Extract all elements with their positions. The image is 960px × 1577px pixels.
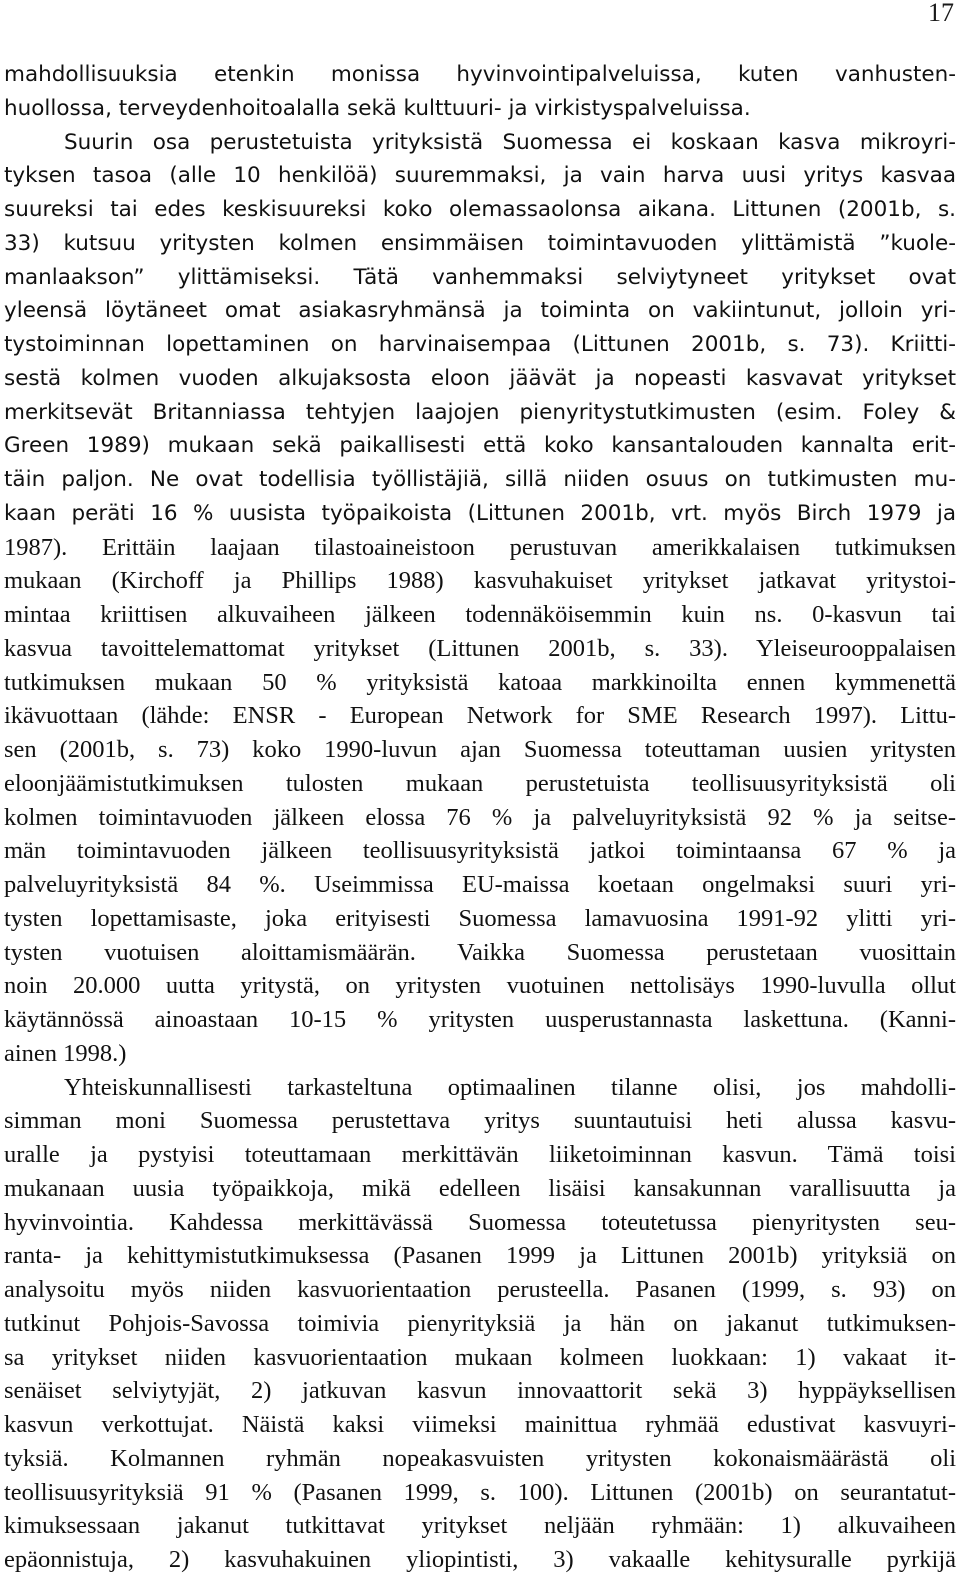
text-line: manlaakson” ylittämiseksi. Tätä vanhemmaksi selviytyneet yritykset ovat — [4, 264, 956, 290]
text-line: mintaa kriittisen alkuvaiheen jälkeen todennäköisemmin kuin ns. 0-kasvun tai — [4, 601, 956, 628]
text-line: sen (2001b, s. 73) koko 1990-luvun ajan Suomessa toteuttaman uusien yritysten — [4, 736, 956, 763]
text-line: kimuksessaan jakanut tutkittavat yritykset neljään ryhmään: 1) alkuvaiheen — [4, 1512, 956, 1540]
text-line: eloonjäämistutkimuksen tulosten mukaan perustetuista teollisuusyrityksistä oli — [4, 769, 956, 797]
text-line: simman moni Suomessa perustettava yritys suuntautuisi heti alussa kasvu- — [4, 1107, 956, 1135]
text-line: 33) kutsuu yritysten kolmen ensimmäisen toimintavuoden ylittämistä ”kuole- — [4, 230, 956, 256]
text-line: ikävuottaan (lähde: ENSR - European Network for SME Research 1997). Littu- — [4, 702, 956, 730]
text-line: noin 20.000 uutta yritystä, on yritysten vuotuinen nettolisäys 1990-luvulla ollut — [4, 972, 956, 1000]
text-line: hyvinvointia. Kahdessa merkittävässä Suomessa toteutetussa pienyritysten seu- — [4, 1208, 956, 1236]
text-line: kaan peräti 16 % uusista työpaikoista (Littunen 2001b, vrt. myös Birch 1979 ja — [4, 500, 956, 526]
text-line: tutkinut Pohjois-Savossa toimivia pienyrityksiä ja hän on jakanut tutkimuksen- — [4, 1309, 956, 1337]
text-line: mahdollisuuksia etenkin monissa hyvinvointipalveluissa, kuten vanhusten- — [4, 62, 956, 87]
body-text — [4, 58, 956, 1577]
text-line: kasvun verkottujat. Näistä kaksi viimeksi mainittua ryhmää edustivat kasvuyri- — [4, 1411, 956, 1438]
text-line: män toimintavuoden jälkeen teollisuusyrityksistä jatkoi toimintaansa 67 % ja — [4, 837, 956, 865]
text-line: merkitsevät Britanniassa tehtyjen laajojen pienyritystutkimusten (esim. Foley & — [4, 399, 956, 425]
text-line: suureksi tai edes keskisuureksi koko olemassaolonsa aikana. Littunen (2001b, s. — [4, 197, 956, 222]
text-line: mukanaan uusia työpaikkoja, mikä edelleen lisäisi kansakunnan varallisuutta ja — [4, 1174, 956, 1202]
text-line: palveluyrityksistä 84 %. Useimmissa EU-maissa koetaan ongelmaksi suuri yri- — [4, 871, 956, 898]
text-line: analysoitu myös niiden kasvuorientaation perusteella. Pasanen (1999, s. 93) on — [4, 1276, 956, 1303]
text-line: tysten vuotuisen aloittamismäärän. Vaikka Suomessa perustetaan vuosittain — [4, 938, 956, 966]
text-line: 1987). Erittäin laajaan tilastoaineistoon perustuvan amerikkalaisen tutkimuksen — [4, 533, 956, 561]
text-line: tysten lopettamisaste, joka erityisesti Suomessa lamavuosina 1991-92 ylitti yri- — [4, 904, 956, 932]
text-line: käytännössä ainoastaan 10-15 % yritysten uusperustannasta laskettuna. (Kanni- — [4, 1006, 956, 1033]
text-line: Suurin osa perustetuista yrityksistä Suomessa ei koskaan kasva mikroyri- — [64, 129, 956, 155]
text-line: ranta- ja kehittymistutkimuksessa (Pasanen 1999 ja Littunen 2001b) yrityksiä on — [4, 1242, 956, 1270]
text-line: epäonnistuja, 2) kasvuhakuinen yliopintisti, 3) vakaalle kehitysuralle pyrkijä — [4, 1546, 956, 1573]
text-line: tystoiminnan lopettaminen on harvinaisempaa (Littunen 2001b, s. 73). Kriitti- — [4, 332, 956, 357]
text-line: kasvua tavoittelemattomat yritykset (Littunen 2001b, s. 33). Yleiseurooppalaisen — [4, 634, 956, 662]
page-number: 17 — [928, 0, 954, 27]
text-line: mukaan (Kirchoff ja Phillips 1988) kasvuhakuiset yritykset jatkavat yritystoi- — [4, 567, 956, 595]
text-line: tyksiä. Kolmannen ryhmän nopeakasvuisten yritysten kokonaismäärästä oli — [4, 1444, 956, 1472]
text-line: ainen 1998.) — [4, 1039, 127, 1067]
text-line: teollisuusyrityksiä 91 % (Pasanen 1999, s. 100). Littunen (2001b) on seurantatut- — [4, 1478, 956, 1506]
text-line: täin paljon. Ne ovat todellisia työllistäjiä, sillä niiden osuus on tutkimusten mu- — [4, 467, 956, 492]
text-line: senäiset selviytyjät, 2) jatkuvan kasvun innovaattorit sekä 3) hyppäyksellisen — [4, 1377, 956, 1405]
text-line: sa yritykset niiden kasvuorientaation mukaan kolmeen luokkaan: 1) vakaat it- — [4, 1343, 956, 1371]
text-line: yleensä löytäneet omat asiakasryhmänsä ja toiminta on vakiintunut, jolloin yri- — [4, 298, 956, 324]
text-line: Yhteiskunnallisesti tarkasteltuna optimaalinen tilanne olisi, jos mahdolli- — [64, 1073, 956, 1101]
text-line: Green 1989) mukaan sekä paikallisesti että koko kansantalouden kannalta erit- — [4, 433, 956, 459]
text-line: sestä kolmen vuoden alkujaksosta eloon jäävät ja nopeasti kasvavat yritykset — [4, 365, 956, 391]
text-line: huollossa, terveydenhoitoalalla sekä kulttuuri- ja virkistyspalveluissa. — [4, 95, 751, 121]
text-line: uralle ja pystyisi toteuttamaan merkittävän liiketoiminnan kasvun. Tämä toisi — [4, 1141, 956, 1168]
text-line: tutkimuksen mukaan 50 % yrityksistä katoaa markkinoilta ennen kymmenettä — [4, 668, 956, 696]
text-line: kolmen toimintavuoden jälkeen elossa 76 % ja palveluyrityksistä 92 % ja seitse- — [4, 803, 956, 831]
text-line: tyksen tasoa (alle 10 henkilöä) suuremmaksi, ja vain harva uusi yritys kasvaa — [4, 163, 956, 189]
